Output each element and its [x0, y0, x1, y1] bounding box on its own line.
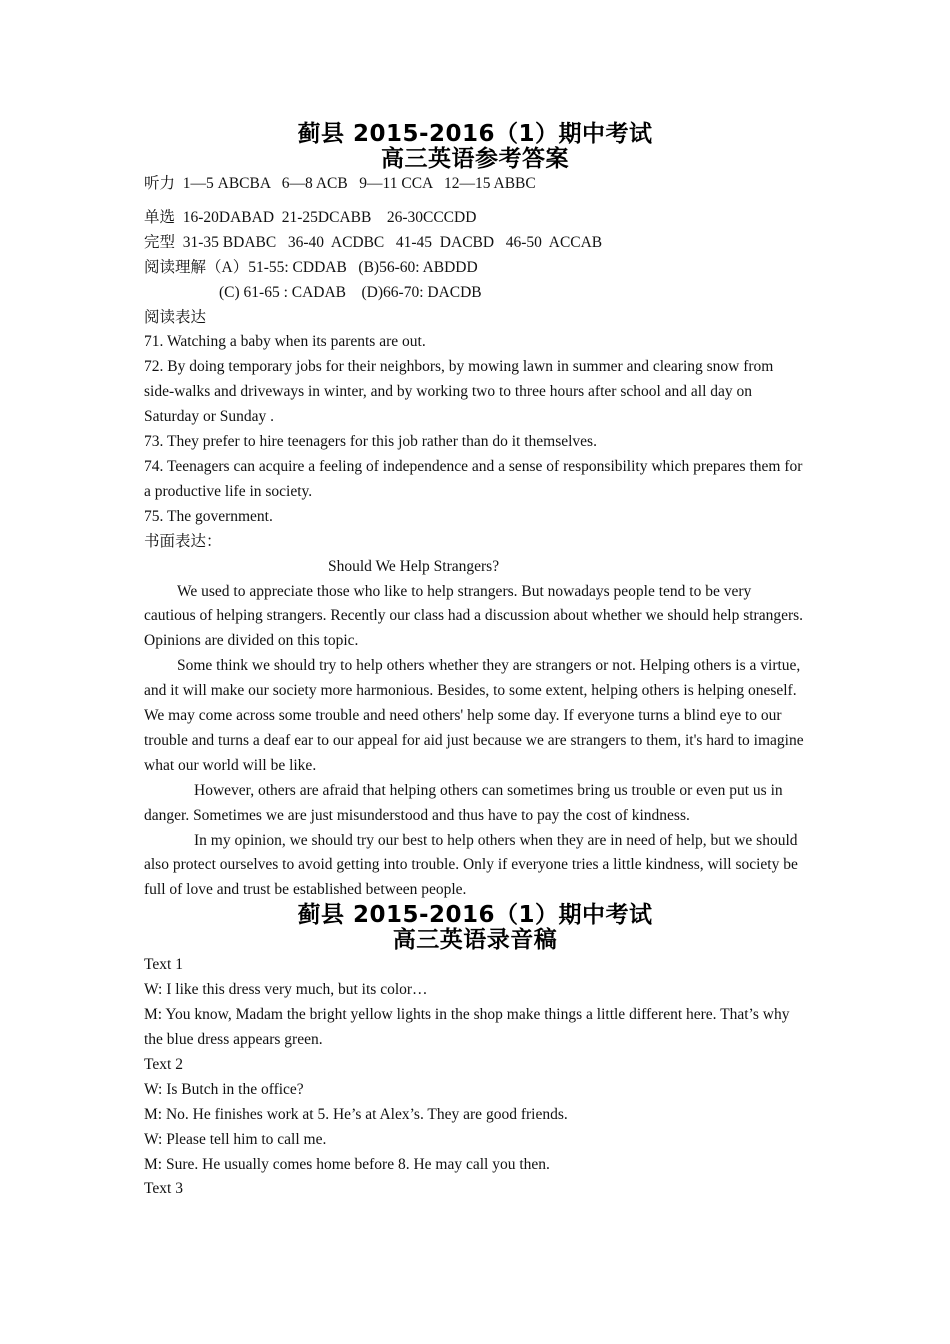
essay-title: Should We Help Strangers?	[328, 557, 500, 575]
cloze-answers: 完型 31-35 BDABC 36-40 ACDBC 41-45 DACBD 46-50 ACCAB	[144, 233, 603, 251]
answer-key-title-1: 蓟县 2015-2016（1）期中考试	[297, 121, 653, 147]
transcript-line: W: I like this dress very much, but its color…	[144, 981, 428, 999]
transcript-line: M: Sure. He usually comes home before 8. He may call you then.	[144, 1155, 550, 1173]
reading-answers-2: (C) 61-65 : CADAB (D)66-70: DACDB	[219, 283, 482, 301]
transcript-line: Text 2	[144, 1055, 183, 1073]
transcript-line: Text 1	[144, 956, 183, 974]
essay-paragraph-2: Some think we should try to help others whether they are strangers or not. Helping others is a virtue, and it will make our society more harmonious. Besides, to some extent, helping others is helping oneself. We may come across some trouble and need others' help some day. If everyone turns a blind eye to our trouble and turns a deaf ear to our appeal for aid just because we are strangers to them, it's hard to imagine what our world will be like.	[144, 657, 804, 774]
answer-72: 72. By doing temporary jobs for their neighbors, by mowing lawn in summer and clearing snow from side-walks and driveways in winter, and by working two to three hours after school and all day on Saturday or Sunday .	[144, 358, 774, 426]
writing-label: 书面表达：	[144, 532, 222, 550]
essay-paragraph-4: In my opinion, we should try our best to help others when they are in need of help, but we should also protect ourselves to avoid getting into trouble. Only if everyone tries a little kindness, will society be full of love and trust be established between people.	[144, 831, 798, 899]
answer-73: 73. They prefer to hire teenagers for this job rather than do it themselves.	[144, 433, 597, 451]
transcript-line: M: You know, Madam the bright yellow lights in the shop make things a little different here. That’s why the blue dress appears green.	[144, 1006, 790, 1048]
answer-74: 74. Teenagers can acquire a feeling of independence and a sense of responsibility which prepares them for a productive life in society.	[144, 457, 803, 500]
essay-paragraph-3: However, others are afraid that helping others can sometimes bring us trouble or even put us in danger. Sometimes we are just misunderstood and thus have to pay the cost of kindness.	[144, 781, 783, 824]
listening-answers: 听力 1—5 ABCBA 6—8 ACB 9—11 CCA 12—15 ABBC	[144, 175, 536, 192]
answer-75: 75. The government.	[144, 507, 273, 525]
single-choice-answers: 单选 16-20DABAD 21-25DCABB 26-30CCCDD	[144, 208, 477, 226]
answer-key-title-2: 高三英语参考答案	[381, 146, 569, 172]
transcript-title-1: 蓟县 2015-2016（1）期中考试	[297, 902, 653, 929]
transcript-line: M: No. He finishes work at 5. He’s at Alex’s. They are good friends.	[144, 1105, 568, 1123]
reading-answers-1: 阅读理解（A）51-55: CDDAB (B)56-60: ABDDD	[144, 258, 478, 276]
transcript-line: W: Please tell him to call me.	[144, 1130, 327, 1148]
transcript-line: W: Is Butch in the office?	[144, 1080, 304, 1098]
reading-expression-label: 阅读表达	[144, 308, 207, 326]
document-page	[144, 122, 806, 1202]
transcript-line: Text 3	[144, 1180, 183, 1198]
answer-71: 71. Watching a baby when its parents are out.	[144, 333, 426, 351]
essay-paragraph-1: We used to appreciate those who like to help strangers. But nowadays people tend to be very cautious of helping strangers. Recently our class had a discussion about whether we should help strangers. Opinions are divided on this topic.	[144, 582, 804, 650]
spacer	[144, 197, 806, 206]
transcript-title-2: 高三英语录音稿	[392, 927, 558, 954]
